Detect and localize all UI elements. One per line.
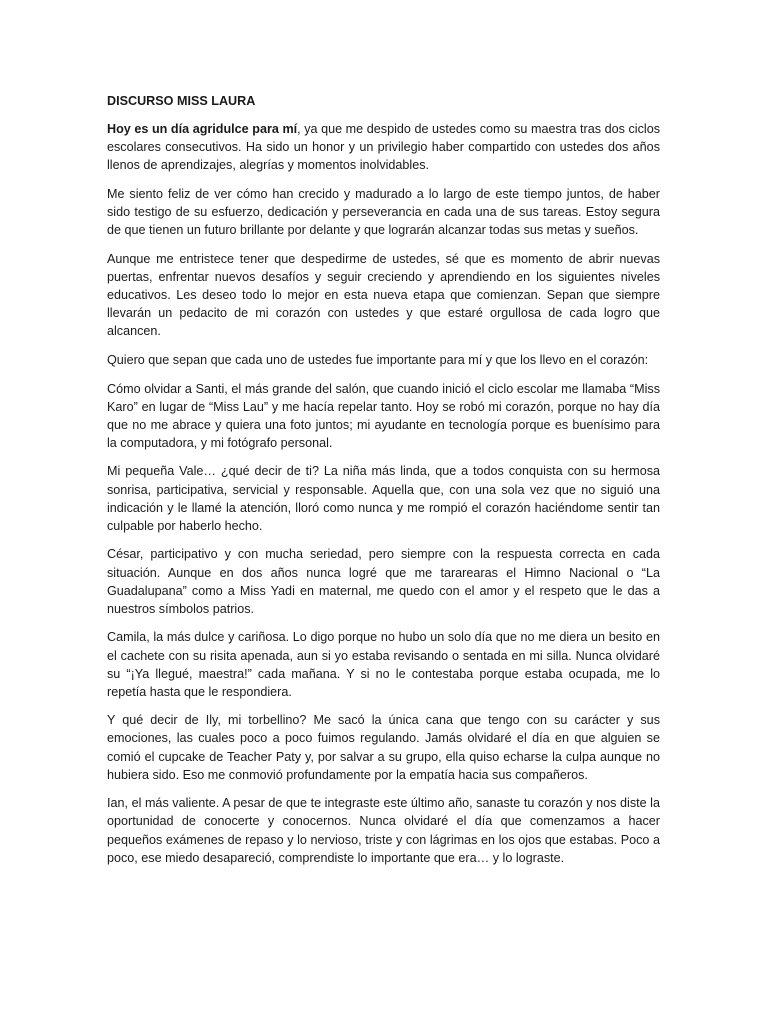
- paragraph-growth: Me siento feliz de ver cómo han crecido y madurado a lo largo de este tiempo juntos, de haber sido testigo de su esfuerzo, dedicación y perseverancia en cada una de sus tareas. Estoy segura de que tienen un futuro brillante por delante y que lograrán alcanzar todas sus metas y sueños.: [107, 186, 660, 238]
- paragraph-ily: Y qué decir de Ily, mi torbellino? Me sacó la única cana que tengo con su carácter y sus emociones, las cuales poco a poco fuimos regulando. Jamás olvidaré el día en que alguien se comió el cupcake de Teacher Paty y, por salvar a su grupo, ella quiso echarse la culpa aunque no hubiera sido. Eso me conmovió profundamente por la empatía hacia sus compañeros.: [107, 713, 660, 782]
- intro-text: , ya que me despido de ustedes como su maestra tras dos ciclos escolares consecutivos. Ha sido un honor y un privilegio haber compartido con ustedes dos años llenos de aprendizajes, alegrías y momentos inolvidables.: [107, 122, 660, 173]
- paragraph-cesar: César, participativo y con mucha seriedad, pero siempre con la respuesta correcta en cada situación. Aunque en dos años nunca logré que me tararearas el Himno Nacional o “La Guadalupana” como a Miss Yadi en maternal, me quedo con el amor y el respeto que le das a nuestros símbolos patrios.: [107, 547, 660, 616]
- paragraph-farewell: Aunque me entristece tener que despedirme de ustedes, sé que es momento de abrir nuevas puertas, enfrentar nuevos desafíos y seguir creciendo y aprendiendo en los siguientes niveles educativos. Les deseo todo lo mejor en esta nueva etapa que comienzan. Sepan que siempre llevarán un pedacito de mi corazón con ustedes y que estaré orgullosa de cada logro que alcancen.: [107, 251, 660, 339]
- paragraph-ian: Ian, el más valiente. A pesar de que te integraste este último año, sanaste tu corazón y nos diste la oportunidad de conocerte y conocernos. Nunca olvidaré el día que comenzamos a hacer pequeños exámenes de repaso y lo nervioso, triste y con lágrimas en los ojos que estabas. Poco a poco, ese miedo desapareció, comprendiste lo importante que era… y lo lograste.: [107, 796, 660, 865]
- document-page: [107, 92, 660, 877]
- paragraph-vale: Mi pequeña Vale… ¿qué decir de ti? La niña más linda, que a todos conquista con su hermosa sonrisa, participativa, servicial y responsable. Aquella que, con una sola vez que no siguió una indicación y le llamé la atención, lloró como nunca y me rompió el corazón haciéndome sentir tan culpable por haberlo hecho.: [107, 464, 660, 533]
- document-title: DISCURSO MISS LAURA: [107, 94, 256, 108]
- intro-paragraph: [107, 120, 660, 174]
- paragraph-santi: Cómo olvidar a Santi, el más grande del salón, que cuando inició el ciclo escolar me llamaba “Miss Karo” en lugar de “Miss Lau” y me hacía repelar tanto. Hoy se robó mi corazón, porque no hay día que no me abrace y quiera una foto juntos; mi ayudante en tecnología porque es buenísimo para la computadora, y mi fotógrafo personal.: [107, 381, 660, 450]
- intro-bold-lead: Hoy es un día agridulce para mí: [107, 122, 298, 136]
- paragraph-camila: Camila, la más dulce y cariñosa. Lo digo porque no hubo un solo día que no me diera un besito en el cachete con su risita apenada, aun si yo estaba revisando o sentada en mi silla. Nunca olvidaré su “¡Ya llegué, maestra!” cada mañana. Y si no le contestaba porque estaba ocupada, me lo repetía hasta que le respondiera.: [107, 630, 660, 699]
- paragraph-transition: Quiero que sepan que cada uno de ustedes fue importante para mí y que los llevo en el corazón:: [107, 352, 649, 367]
